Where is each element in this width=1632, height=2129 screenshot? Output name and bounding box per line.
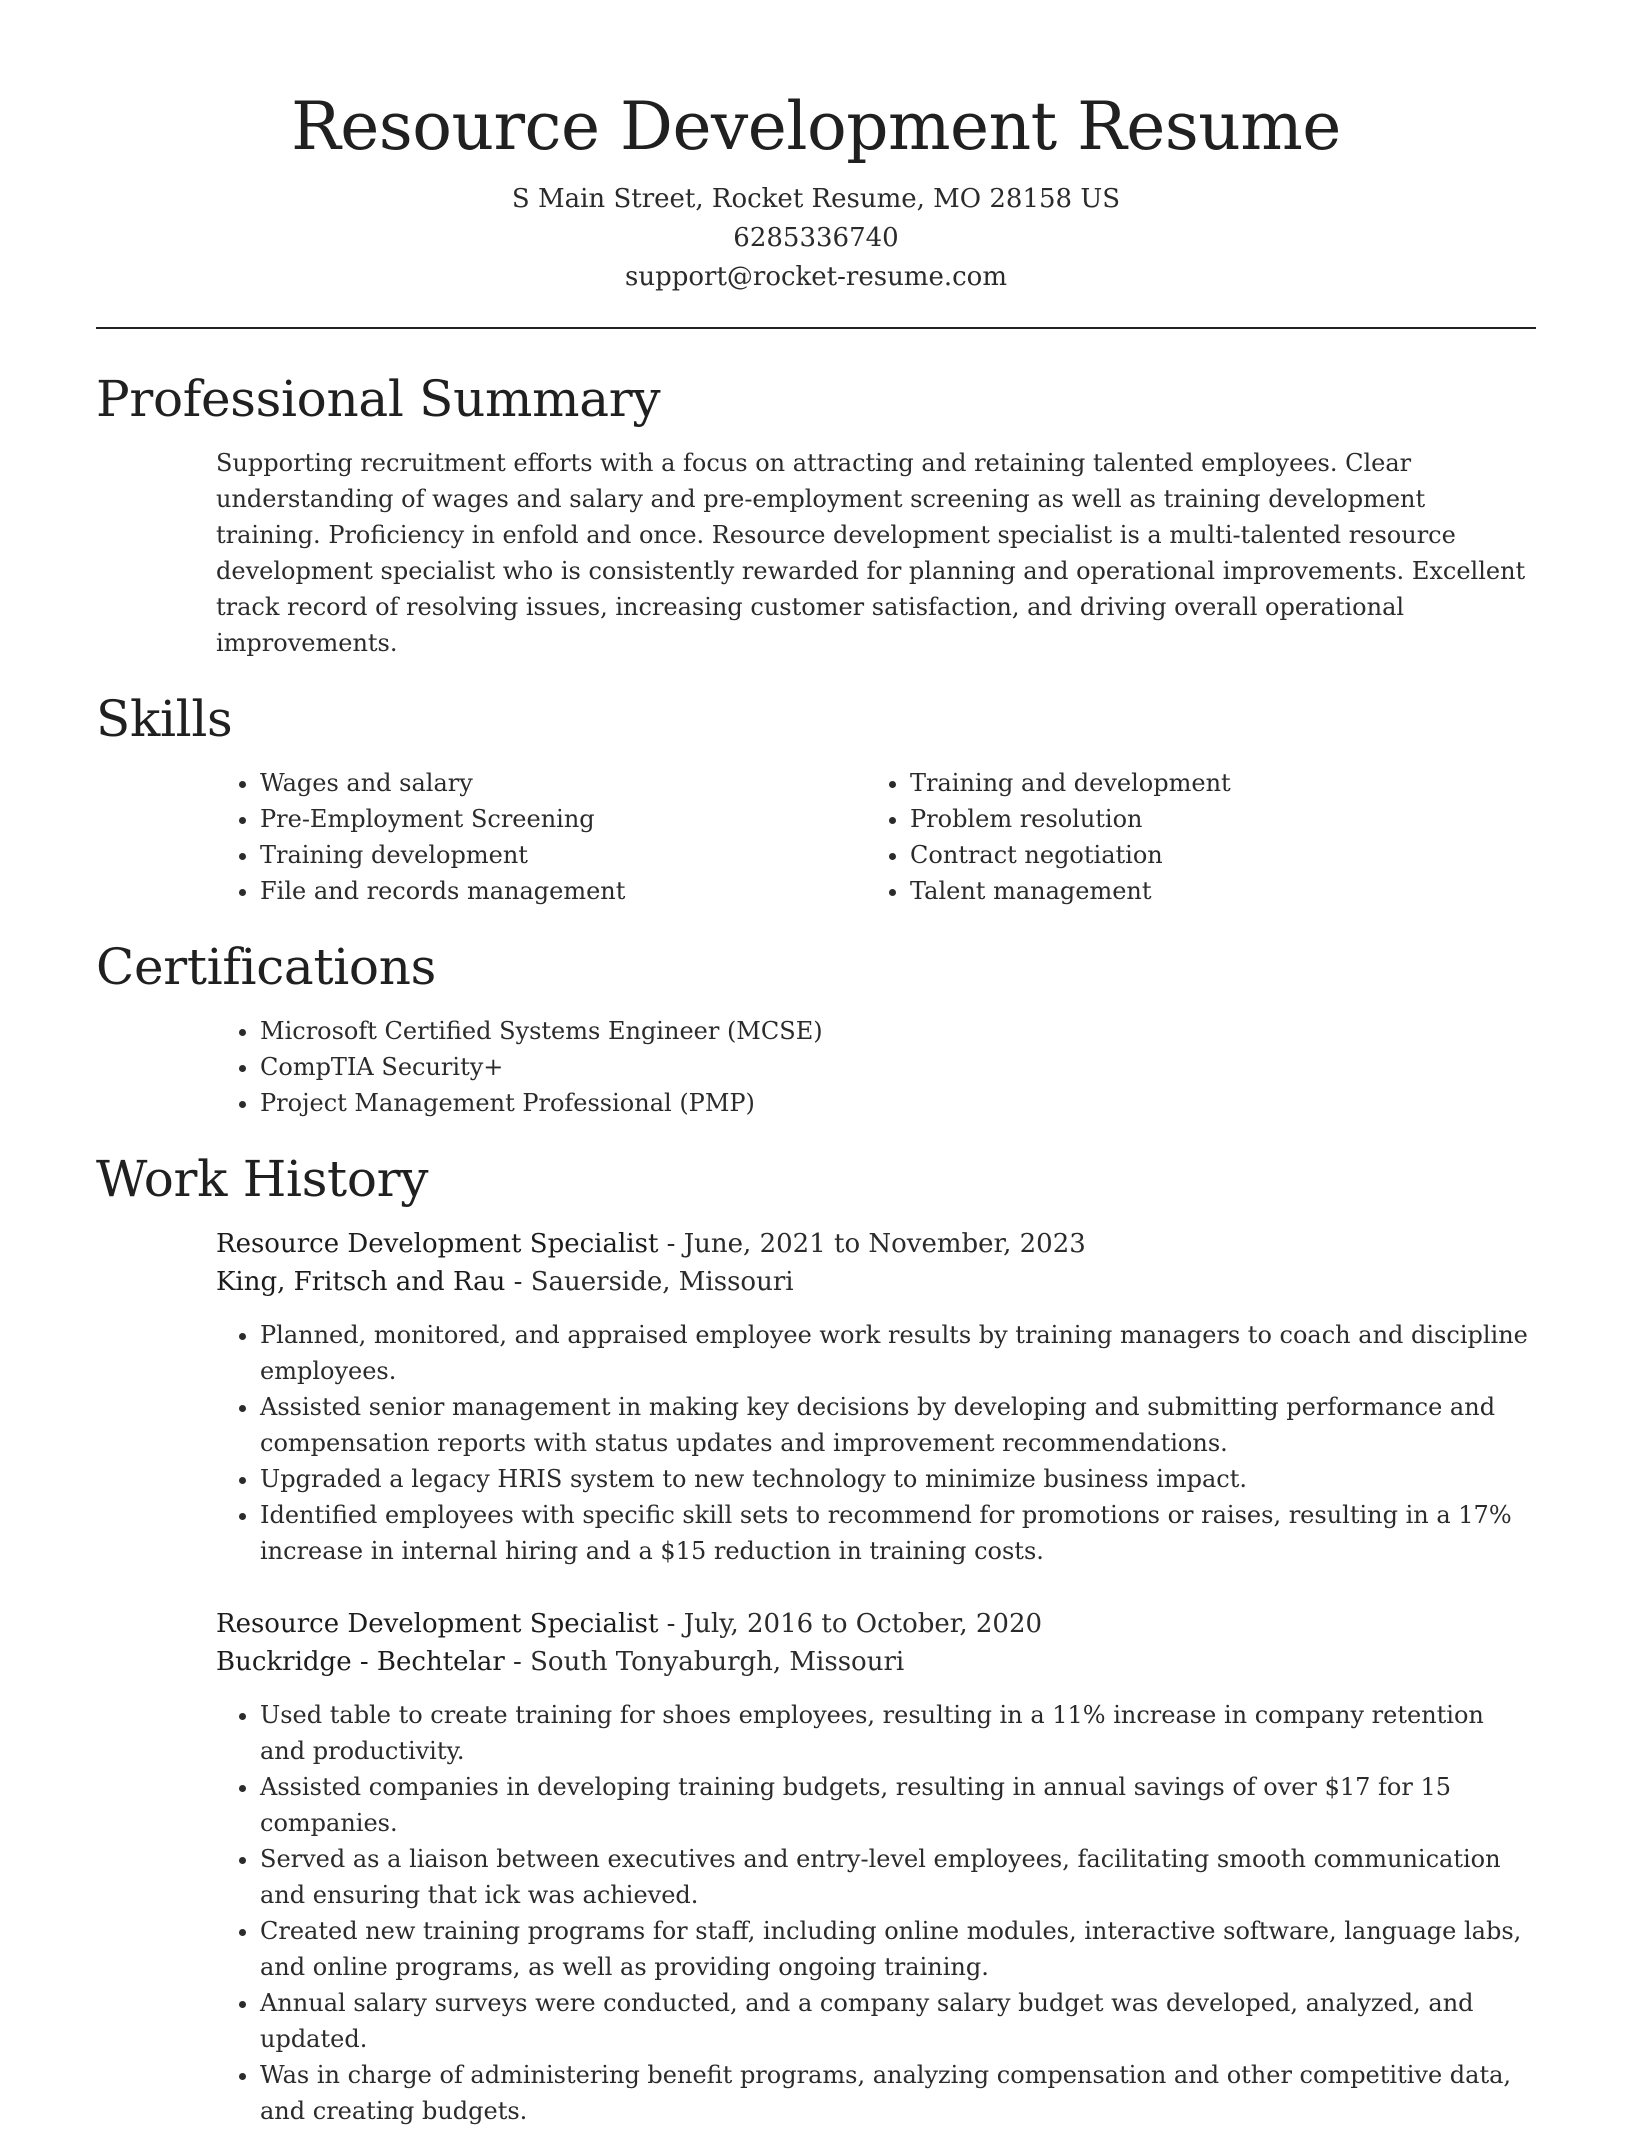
- skill-item: • Talent management: [910, 873, 1516, 909]
- section-title-certifications: Certifications: [96, 938, 436, 996]
- job-bullet: • Served as a liaison between executives and entry-level employees, facilitating smooth communication and ensuring that ick was achieved.: [260, 1841, 1536, 1913]
- job-separator: -: [666, 1609, 684, 1639]
- skills-list-right: [866, 765, 1516, 909]
- contact-address: S Main Street, Rocket Resume, MO 28158 US: [511, 184, 1121, 214]
- job-entry: [216, 1225, 1536, 1569]
- job-dates: July, 2016 to October, 2020: [683, 1609, 1043, 1639]
- job-bullet: • Created new training programs for staff, including online modules, interactive software, language labs, and online programs, as well as providing ongoing training.: [260, 1913, 1536, 1985]
- job-bullet: • Used table to create training for shoes employees, resulting in a 11% increase in company retention and productivity.: [260, 1697, 1536, 1769]
- skills-list-left: [216, 765, 866, 909]
- job-bullets: [216, 1697, 1536, 2129]
- job-bullet: • Upgraded a legacy HRIS system to new technology to minimize business impact.: [260, 1461, 1536, 1497]
- contact-email: support@rocket-resume.com: [624, 262, 1007, 292]
- job-bullet: • Assisted companies in developing training budgets, resulting in annual savings of over $17 for 15 companies.: [260, 1769, 1536, 1841]
- job-bullets: [216, 1317, 1536, 1569]
- header-divider: [96, 327, 1536, 329]
- section-title-work-history: Work History: [96, 1150, 429, 1208]
- contact-block: [96, 180, 1536, 297]
- job-bullet: • Annual salary surveys were conducted, and a company salary budget was developed, analyzed, and updated.: [260, 1985, 1536, 2057]
- contact-phone: 6285336740: [733, 223, 899, 253]
- skill-item: • Training and development: [910, 765, 1516, 801]
- resume-page: [96, 0, 1536, 2129]
- job-title-line: [216, 1605, 1536, 1643]
- job-company-line: [216, 1643, 1536, 1681]
- summary-text: Supporting recruitment efforts with a focus on attracting and retaining talented employees. Clear understanding of wages and salary and pre-employment screening as well as training development training. Proficiency in enfold and once. Resource development specialist is a multi-talented resource development specialist who is consistently rewarded for planning and operational improvements. Excellent track record of resolving issues, increasing customer satisfaction, and driving overall operational improvements.: [216, 449, 1526, 657]
- skill-item: • Pre-Employment Screening: [260, 801, 866, 837]
- section-title-summary: Professional Summary: [96, 370, 661, 428]
- job-title-line: [216, 1225, 1536, 1263]
- certification-item: • Project Management Professional (PMP): [260, 1085, 1536, 1121]
- job-bullet: • Assisted senior management in making key decisions by developing and submitting performance and compensation reports with status updates and improvement recommendations.: [260, 1389, 1536, 1461]
- certification-item: • CompTIA Security+: [260, 1049, 1536, 1085]
- certifications-list: [216, 1013, 1536, 1121]
- job-title: Resource Development Specialist: [216, 1609, 659, 1639]
- resume-title: Resource Development Resume: [291, 88, 1341, 165]
- skills-grid: [216, 765, 1536, 909]
- job-bullet: • Identified employees with specific skill sets to recommend for promotions or raises, resulting in a 17% increase in internal hiring and a $15 reduction in training costs.: [260, 1497, 1536, 1569]
- job-separator: -: [513, 1267, 531, 1297]
- job-bullet: • Was in charge of administering benefit programs, analyzing compensation and other competitive data, and creating budgets.: [260, 2057, 1536, 2129]
- job-entry: [216, 1605, 1536, 2129]
- certification-item: • Microsoft Certified Systems Engineer (MCSE): [260, 1013, 1536, 1049]
- job-title: Resource Development Specialist: [216, 1229, 659, 1259]
- job-company-line: [216, 1263, 1536, 1301]
- skill-item: • Contract negotiation: [910, 837, 1516, 873]
- job-location: South Tonyaburgh, Missouri: [530, 1647, 905, 1677]
- job-company: King, Fritsch and Rau: [216, 1267, 506, 1297]
- skill-item: • File and records management: [260, 873, 866, 909]
- skill-item: • Training development: [260, 837, 866, 873]
- job-dates: June, 2021 to November, 2023: [683, 1229, 1086, 1259]
- job-location: Sauerside, Missouri: [530, 1267, 794, 1297]
- job-separator: -: [666, 1229, 684, 1259]
- job-separator: -: [513, 1647, 531, 1677]
- section-title-skills: Skills: [96, 690, 233, 748]
- skill-item: • Wages and salary: [260, 765, 866, 801]
- job-company: Buckridge - Bechtelar: [216, 1647, 505, 1677]
- skill-item: • Problem resolution: [910, 801, 1516, 837]
- job-bullet: • Planned, monitored, and appraised employee work results by training managers to coach and discipline employees.: [260, 1317, 1536, 1389]
